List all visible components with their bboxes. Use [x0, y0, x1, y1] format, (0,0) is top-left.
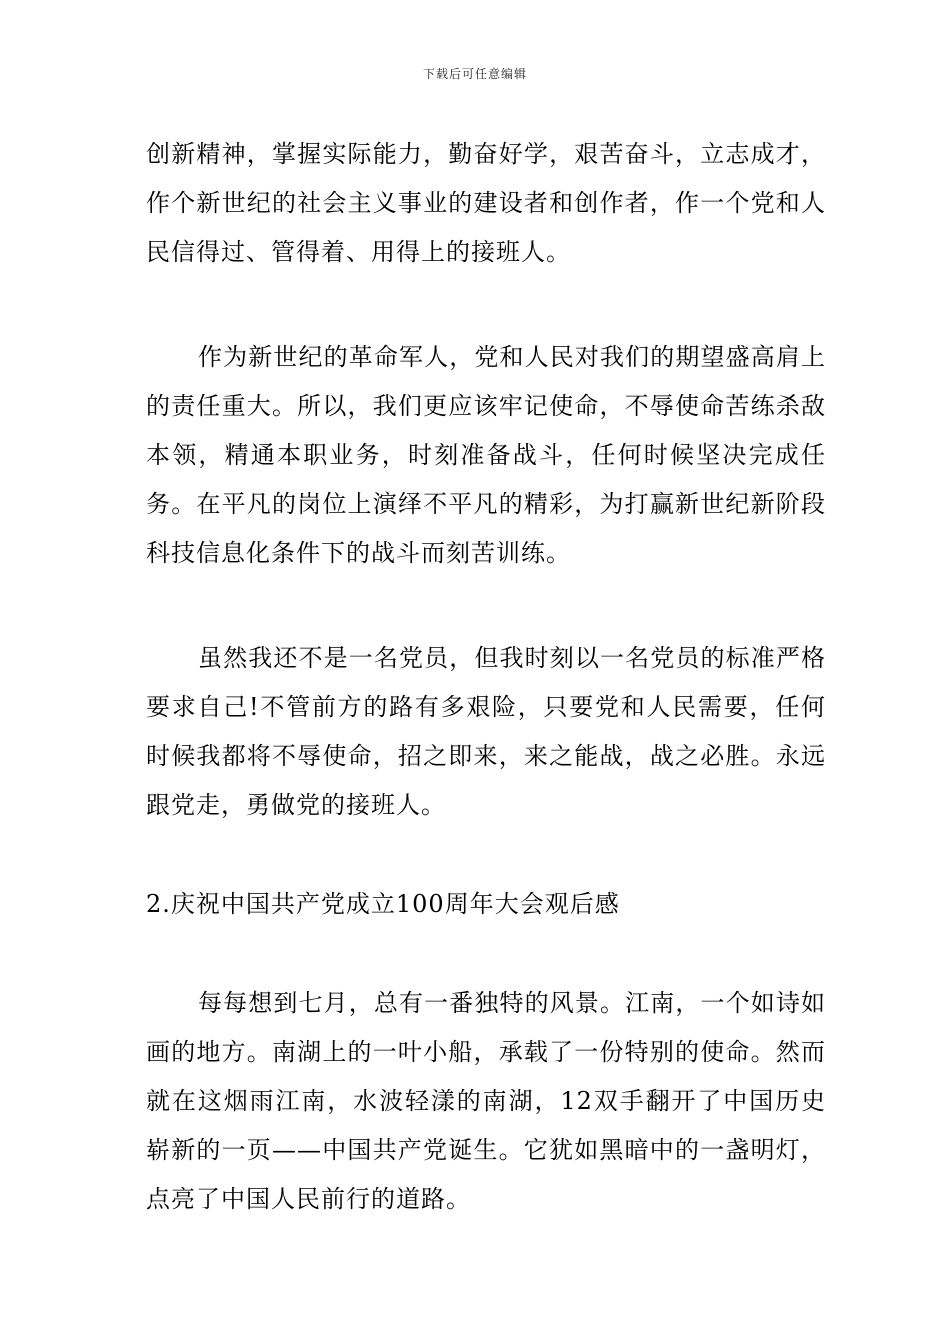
paragraph-spacer: [146, 830, 826, 880]
document-body: [146, 130, 826, 1224]
paragraph-spacer: [146, 277, 826, 333]
section-heading: 2.庆祝中国共产党成立100周年大会观后感: [146, 890, 620, 918]
paragraph-4: 每每想到七月，总有一番独特的风景。江南，一个如诗如画的地方。南湖上的一叶小船，承载了一份特别的使命。然而就在这烟雨江南，水波轻漾的南湖，12双手翻开了中国历史崭新的一页——中国共产党诞生。它犹如黑暗中的一盏明灯，点亮了中国人民前行的道路。: [146, 989, 826, 1213]
paragraph-spacer: [146, 929, 826, 979]
paragraph-2: 作为新世纪的革命军人，党和人民对我们的期望盛高肩上的责任重大。所以，我们更应该牢记使命，不辱使命苦练杀敌本领，精通本职业务，时刻准备战斗，任何时候坚决完成任务。在平凡的岗位上演绎不平凡的精彩，为打赢新世纪新阶段科技信息化条件下的战斗而刻苦训练。: [146, 343, 826, 567]
paragraph-3: 虽然我还不是一名党员，但我时刻以一名党员的标准严格要求自己!不管前方的路有多艰险，只要党和人民需要，任何时候我都将不辱使命，招之即来，来之能战，战之必胜。永远跟党走，勇做党的接班人。: [146, 644, 826, 819]
paragraph-1: 创新精神，掌握实际能力，勤奋好学，艰苦奋斗，立志成才，作个新世纪的社会主义事业的建设者和创作者，作一个党和人民信得过、管得着、用得上的接班人。: [146, 140, 826, 266]
page-header: 下载后可任意编辑: [422, 67, 527, 81]
paragraph-spacer: [146, 578, 826, 634]
